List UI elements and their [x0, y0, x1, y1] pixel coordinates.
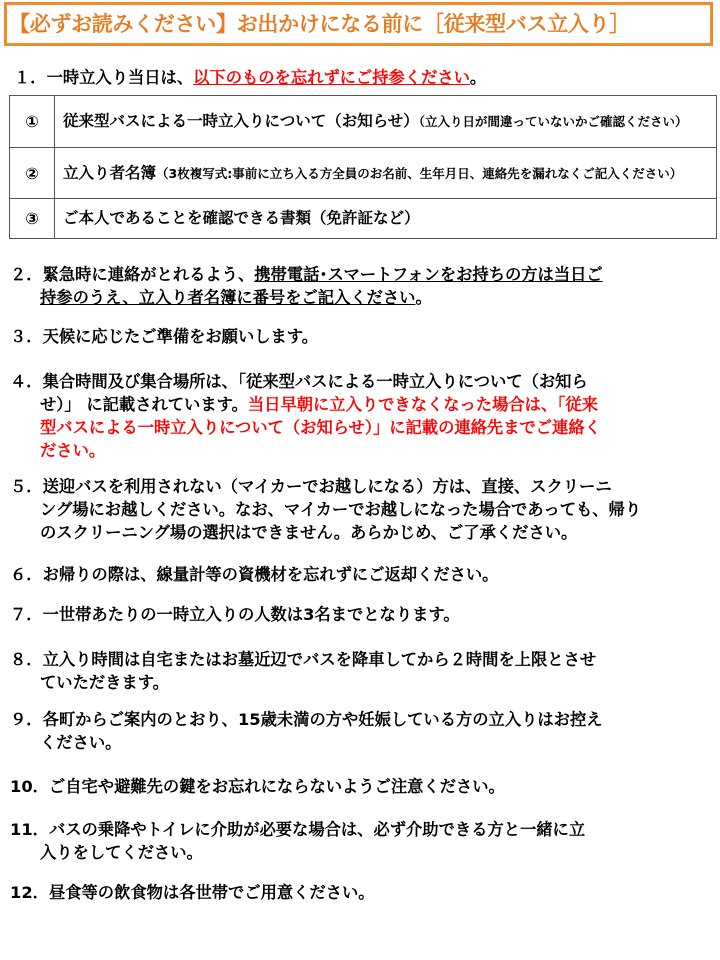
table-row: [10, 96, 717, 148]
item-continuation: のスクリーニング場の選択はできません。あらかじめ、ご了承ください。: [40, 523, 578, 542]
item-number: 12．: [10, 883, 49, 902]
item-number: ９．: [10, 710, 43, 729]
item-text: 集合時間及び集合場所は、「従来型バスによる一時立入りについて（お知ら: [42, 372, 588, 391]
item-continuation: [10, 393, 712, 416]
page-title: 【必ずお読みください】お出かけになる前に［従来型バス立入り］: [9, 12, 630, 36]
item-number: １．: [14, 68, 47, 87]
emphasis-text: 当日早朝に立入りできなくなった場合は、「従来: [247, 395, 598, 414]
item-continuation: [10, 286, 712, 309]
item-text: 送迎バスを利用されない（マイカーでお越しになる）方は、直接、スクリーニ: [42, 477, 612, 496]
emphasis-text: 型バスによる一時立入りについて（お知らせ）」に記載の連絡先までご連絡く: [40, 418, 601, 437]
item-number: ７．: [10, 605, 43, 624]
emphasis-text: ださい。: [40, 441, 106, 460]
item-text: 天候に応じたご準備をお願いします。: [42, 327, 319, 346]
item-continuation: ていただきます。: [40, 673, 169, 692]
item-text: 昼食等の飲食物は各世帯でご用意ください。: [48, 883, 375, 902]
item-number: ４．: [10, 372, 43, 391]
row-main: 立入り者名簿: [63, 163, 157, 182]
item-continuation: ング場にお越しください。なお、マイカーでお越しになった場合であっても、帰り: [40, 500, 642, 519]
notice-item-9: [10, 708, 712, 754]
item-continuation: 入りをしてください。: [40, 843, 203, 862]
item-text: 緊急時に連絡がとれるよう、: [42, 265, 255, 284]
item-continuation: ください。: [40, 733, 122, 752]
row-main: 従来型バスによる一時立入りについて（お知らせ）: [63, 112, 419, 130]
row-content: [55, 96, 717, 148]
required-items-table: [9, 95, 717, 239]
notice-item-3: [10, 325, 712, 348]
notice-item-2: [10, 263, 712, 309]
row-number: ②: [10, 148, 55, 199]
item-text-end: 。: [415, 288, 432, 307]
notice-item-6: [10, 563, 712, 586]
item-number: ３．: [10, 327, 43, 346]
notice-item-5: [10, 475, 712, 544]
item-number: ８．: [10, 650, 43, 669]
row-note: （立入り日が間違っていないかご確認ください）: [418, 114, 688, 129]
row-content: [55, 199, 717, 239]
item-text: ご自宅や避難先の鍵をお忘れにならないようご注意ください。: [48, 777, 505, 796]
underlined-text: 携帯電話･スマートフォンをお持ちの方は当日ご: [254, 265, 603, 284]
item-number: ５．: [10, 477, 43, 496]
page-title-banner: [4, 2, 713, 46]
row-content: [55, 148, 717, 199]
item-text: 各町からご案内のとおり、15歳未満の方や妊娠している方の立入りはお控え: [42, 710, 603, 729]
row-main: ご本人であることを確認できる書類（免許証など）: [63, 209, 420, 227]
underlined-text: 持参のうえ、立入り者名簿に番号をご記入ください: [40, 288, 416, 307]
table-row: [10, 199, 717, 239]
item-number: 10．: [10, 777, 49, 796]
item-text: 一時立入り当日は、: [46, 68, 194, 87]
item-text: 立入り時間は自宅またはお墓近辺でバスを降車してから２時間を上限とさせ: [42, 650, 597, 669]
notice-item-7: [10, 603, 712, 626]
row-note: （3枚複写式:事前に立ち入る方全員のお名前、生年月日、連絡先を漏れなくご記入ください）: [156, 165, 683, 181]
notice-item-12: [10, 881, 712, 904]
item-text: お帰りの際は、線量計等の資機材を忘れずにご返却ください。: [42, 565, 499, 584]
notice-item-11: [10, 818, 712, 864]
notice-item-10: [10, 775, 712, 798]
item-text: バスの乗降やトイレに介助が必要な場合は、必ず介助できる方と一緒に立: [48, 820, 586, 839]
notice-item-4: [10, 370, 712, 462]
emphasis-text: 以下のものを忘れずにご持参ください: [193, 68, 470, 87]
item-text: せ）」 に記載されています。: [40, 395, 248, 414]
item-number: 11．: [10, 820, 49, 839]
item-number: ２．: [10, 265, 43, 284]
notice-item-1: [14, 66, 716, 89]
row-number: ①: [10, 96, 55, 148]
notice-item-8: [10, 648, 712, 694]
row-number: ③: [10, 199, 55, 239]
item-number: ６．: [10, 565, 43, 584]
item-text-end: 。: [469, 68, 487, 87]
table-row: [10, 148, 717, 199]
item-text: 一世帯あたりの一時立入りの人数は3名までとなります。: [42, 605, 460, 624]
